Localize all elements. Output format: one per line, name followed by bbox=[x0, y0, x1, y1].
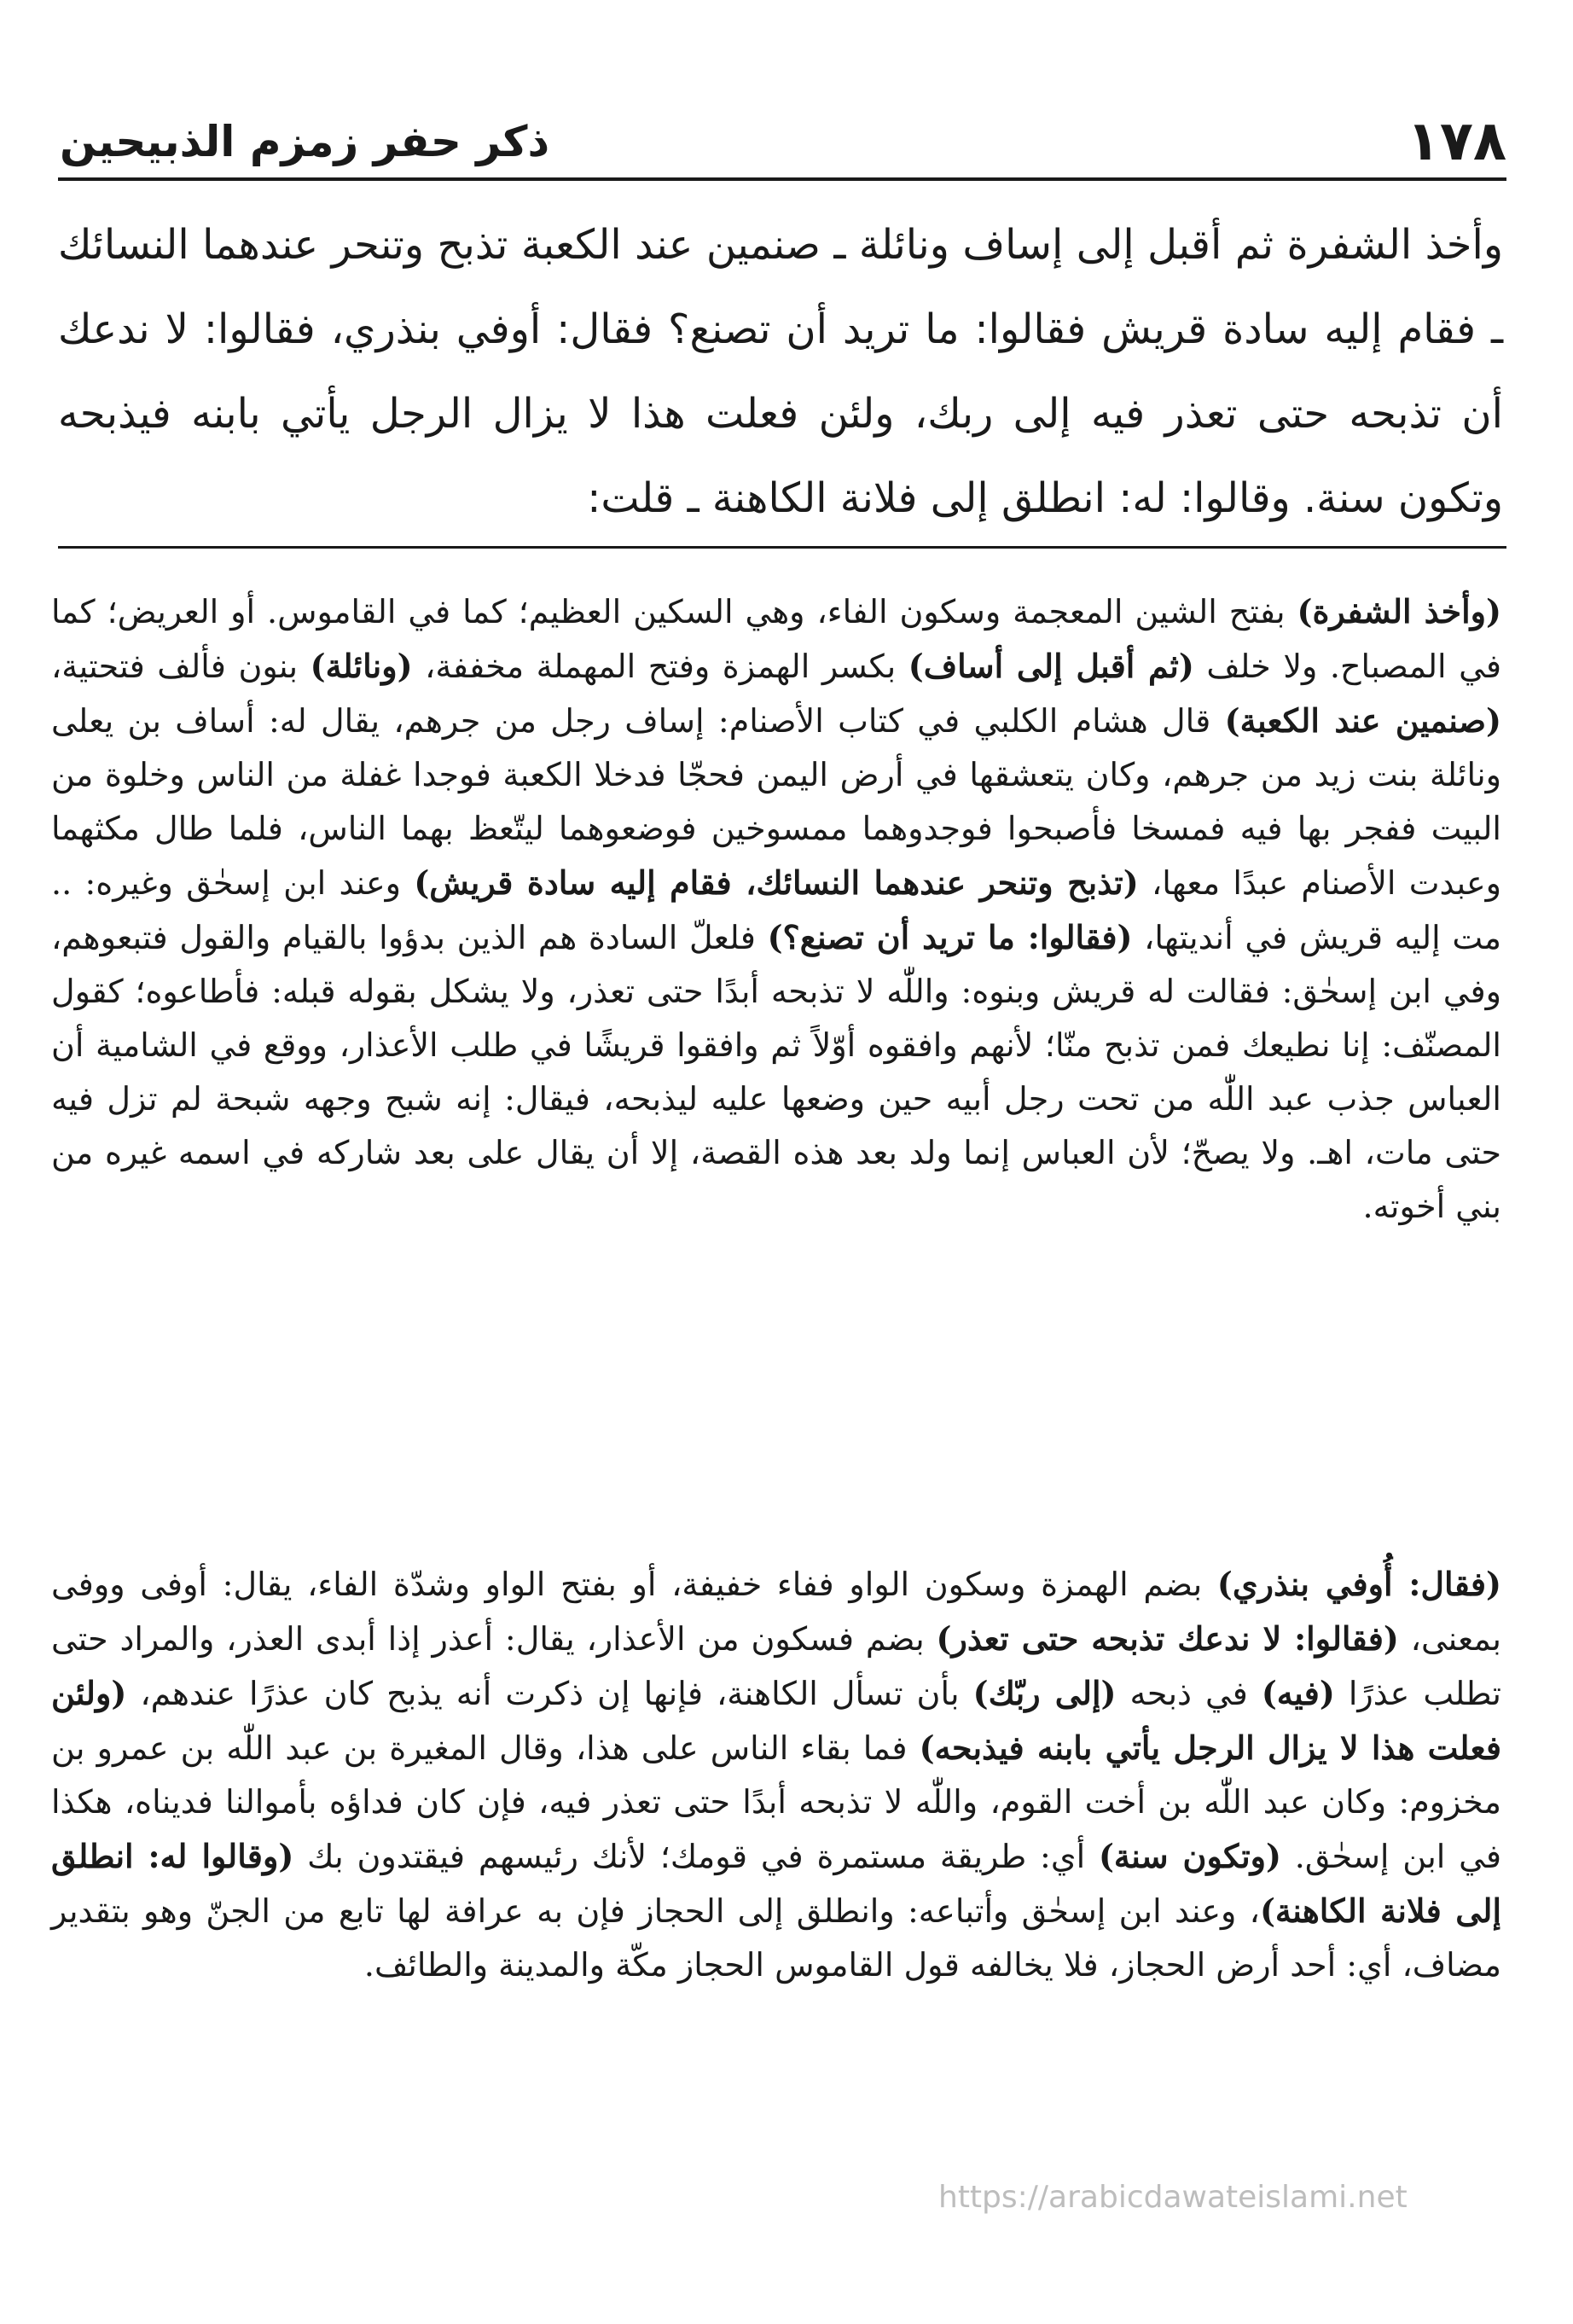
commentary-text: فما بقاء الناس على هذا، وقال المغيرة بن عبد اللّٰه بن عمرو بن مخزوم: وكان عبد اللّٰه بن أخت القوم، واللّٰه لا تذبحه أبدًا حتى تعذر فيه، فإن كان فداؤه بأموالنا فديناه، هكذا في ابن إسحٰق. bbox=[51, 1729, 1501, 1875]
commentary-text: بنون فألف فتحتية، bbox=[51, 648, 311, 685]
commentary-text: بضم فسكون من الأعذار، يقال: أعذر إذا أبدى العذر، والمراد حتى تطلب عذرًا bbox=[51, 1620, 1501, 1712]
commentary-text: بفتح الشين المعجمة وسكون الفاء، وهي السكين العظيم؛ كما في القاموس. أو العريض؛ كما في المصباح. ولا خلف bbox=[51, 593, 1501, 685]
commentary-text: بكسر الهمزة وفتح المهملة مخففة، bbox=[412, 648, 908, 685]
quoted-phrase: (ونائلة) bbox=[310, 647, 413, 685]
commentary-text: ، وعند ابن إسحٰق وأتباعه: وانطلق إلى الحجاز فإن به عرافة لها تابع من الجنّ وهو بتقدير مضاف، أي: أحد أرض الحجاز، فلا يخالفه قول القاموس الحجاز مكّة والمدينة والطائف. bbox=[51, 1892, 1501, 1984]
quoted-phrase: (فيه) bbox=[1261, 1674, 1335, 1712]
quoted-phrase: (فقال: أُوفي بنذري) bbox=[1216, 1565, 1501, 1603]
quoted-phrase: (وقالوا له: انطلق إلى فلانة الكاهنة) bbox=[51, 1837, 1501, 1930]
commentary-text: فلعلّ السادة هم الذين بدؤوا بالقيام والقول فتبعوهم، وفي ابن إسحٰق: فقالت له قريش وبنوه: واللّٰه لا تذبحه أبدًا حتى تعذر، ولا يشكل بقوله قبله: فأطاعوه؛ كقول المصنّف: إنا نطيعك فمن تذبح منّا؛ لأنهم وافقوه أوّلاً ثم وافقوا قريشًا في طلب الأعذار، ووقع في الشامية أن العباس جذب عبد اللّٰه من تحت رجل أبيه حين وضعها عليه ليذبحه، فيقال: إنه شبح وجهه شبحة لم تزل فيه حتى مات، اهـ. ولا يصحّ؛ لأن العباس إنما ولد بعد هذه القصة، إلا أن يقال على بعد شاركه في اسمه غيره من بني أخوته. bbox=[51, 919, 1501, 1225]
quoted-phrase: (وتكون سنة) bbox=[1098, 1837, 1281, 1875]
quoted-phrase: (فقالوا: ما تريد أن تصنع؟) bbox=[767, 918, 1133, 956]
commentary-text: أي: طريقة مستمرة في قومك؛ لأنك رئيسهم فيقتدون بك bbox=[293, 1838, 1099, 1875]
page-header bbox=[60, 101, 1506, 182]
quoted-phrase: (فقالوا: لا ندعك تذبحه حتى تعذر) bbox=[936, 1619, 1399, 1658]
quoted-phrase: (ولئن فعلت هذا لا يزال الرجل يأتي بابنه فيذبحه) bbox=[51, 1674, 1501, 1767]
page-number: ١٧٨ bbox=[1406, 109, 1506, 173]
main-text-body: وأخذ الشفرة ثم أقبل إلى إساف ونائلة ـ صنمين عند الكعبة تذبح وتنحر عندهما النسائك ـ فقام إليه سادة قريش فقالوا: ما تريد أن تصنع؟ فقال: أوفي بنذري، فقالوا: لا ندعك أن تذبحه حتى تعذر فيه إلى ربك، ولئن فعلت هذا لا يزال الرجل يأتي بابنه فيذبحه وتكون سنة. وقالوا: له: انطلق إلى فلانة الكاهنة ـ قلت: bbox=[58, 221, 1503, 522]
commentary-text: قال هشام الكلبي في كتاب الأصنام: إساف رجل من جرهم، يقال له: أساف بن يعلى ونائلة بنت زيد من جرهم، وكان يتعشقها في أرض اليمن فحجّا فدخلا الكعبة فوجدا غفلة من الناس وخلوة من البيت ففجر بها فيه فمسخا فأصبحوا فوجدوهما ممسوخين فوضعوهما ليتّعظ بهما الناس، فلما طال مكثهما وعبدت الأصنام عبدًا معها، bbox=[51, 702, 1501, 902]
commentary-paragraph-2 bbox=[51, 1557, 1501, 1992]
watermark-url: https://arabicdawateislami.net bbox=[938, 2180, 1408, 2215]
commentary-text: بأن تسأل الكاهنة، فإنها إن ذكرت أنه يذبح كان عذرًا عندهم، bbox=[126, 1675, 973, 1712]
commentary-paragraph-1 bbox=[51, 584, 1501, 1234]
quoted-phrase: (تذبح وتنحر عندهما النسائك، فقام إليه سادة قريش) bbox=[414, 863, 1139, 902]
main-text-divider bbox=[58, 546, 1506, 549]
quoted-phrase: (إلى ربّك) bbox=[972, 1674, 1117, 1712]
quoted-phrase: (وأخذ الشفرة) bbox=[1297, 592, 1501, 630]
running-title: ذكر حفر زمزم الذبيحين bbox=[60, 116, 550, 166]
commentary-text: بضم الهمزة وسكون الواو ففاء خفيفة، أو بفتح الواو وشدّة الفاء، يقال: أوفى ووفى بمعنى، bbox=[51, 1566, 1501, 1658]
commentary-text: في ذبحه bbox=[1116, 1675, 1262, 1712]
quoted-phrase: (صنمين عند الكعبة) bbox=[1224, 701, 1501, 740]
commentary-text: وعند ابن إسحٰق وغيره: .. مت إليه قريش في أنديتها، bbox=[51, 864, 1502, 956]
main-text bbox=[58, 203, 1503, 541]
header-divider bbox=[58, 177, 1506, 181]
quoted-phrase: (ثم أقبل إلى أساف) bbox=[908, 647, 1194, 685]
